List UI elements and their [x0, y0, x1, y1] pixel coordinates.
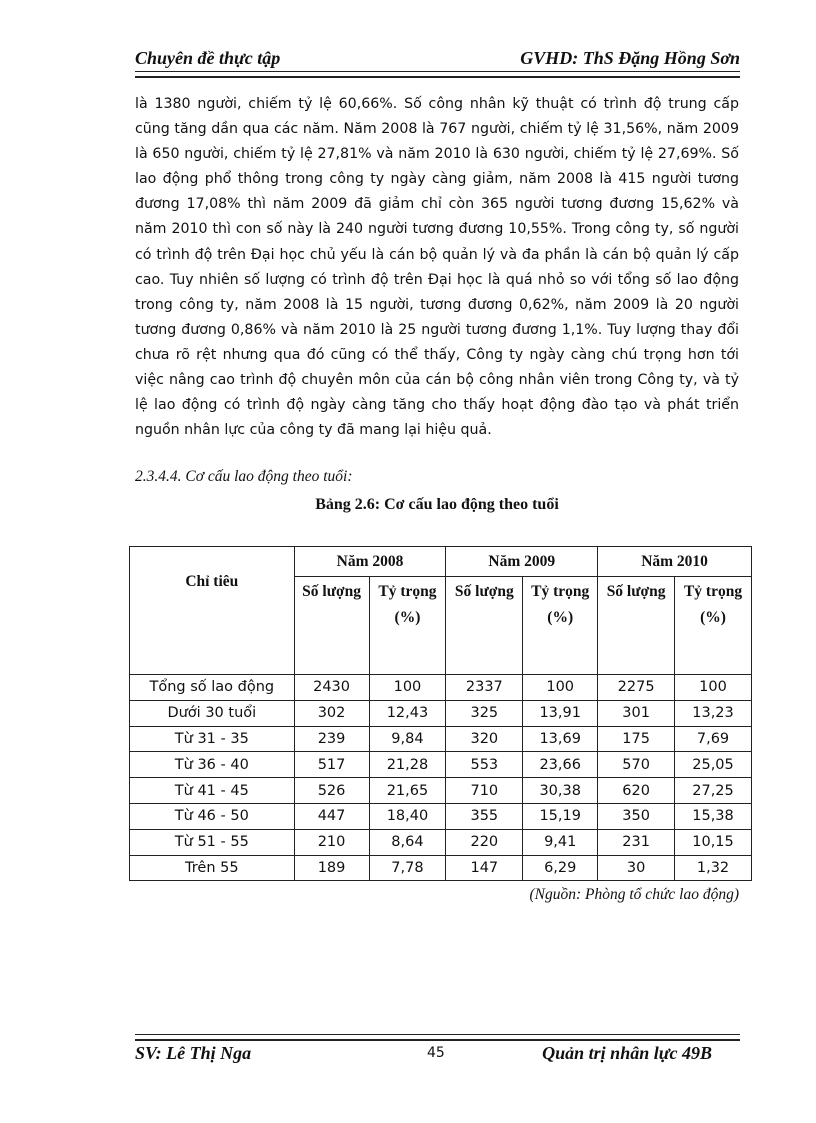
year-header: Năm 2009	[446, 547, 598, 577]
year-header: Năm 2008	[294, 547, 446, 577]
table-row	[130, 726, 752, 752]
quantity-cell: 570	[598, 752, 675, 778]
page-footer	[135, 1043, 740, 1067]
row-label: Từ 31 - 35	[130, 726, 295, 752]
table-row	[130, 778, 752, 804]
proportion-cell: 7,69	[675, 726, 752, 752]
year-header: Năm 2010	[598, 547, 752, 577]
quantity-cell: 517	[294, 752, 369, 778]
proportion-cell: 18,40	[369, 803, 446, 829]
quantity-cell: 189	[294, 855, 369, 881]
proportion-cell: 7,78	[369, 855, 446, 881]
quantity-cell: 175	[598, 726, 675, 752]
table-row	[130, 829, 752, 855]
proportion-cell: 1,32	[675, 855, 752, 881]
row-label: Từ 36 - 40	[130, 752, 295, 778]
proportion-cell: 13,91	[523, 700, 598, 726]
table-row	[130, 855, 752, 881]
quantity-cell: 350	[598, 803, 675, 829]
proportion-cell: 13,69	[523, 726, 598, 752]
row-label: Dưới 30 tuổi	[130, 700, 295, 726]
age-structure-table	[129, 546, 752, 881]
quantity-cell: 301	[598, 700, 675, 726]
header-rule	[135, 71, 740, 78]
proportion-cell: 30,38	[523, 778, 598, 804]
proportion-cell: 23,66	[523, 752, 598, 778]
quantity-cell: 220	[446, 829, 523, 855]
source-note: (Nguồn: Phòng tổ chức lao động)	[529, 886, 739, 903]
section-subheading: 2.3.4.4. Cơ cấu lao động theo tuổi:	[135, 468, 353, 485]
quantity-cell: 210	[294, 829, 369, 855]
quantity-header: Số lượng	[598, 577, 675, 675]
proportion-cell: 21,28	[369, 752, 446, 778]
footer-student: SV: Lê Thị Nga	[135, 1043, 252, 1063]
proportion-cell: 6,29	[523, 855, 598, 881]
row-label: Tổng số lao động	[130, 675, 295, 701]
proportion-cell: 8,64	[369, 829, 446, 855]
quantity-cell: 620	[598, 778, 675, 804]
table-caption: Bảng 2.6: Cơ cấu lao động theo tuổi	[315, 496, 559, 513]
proportion-cell: 100	[523, 675, 598, 701]
proportion-cell: 9,84	[369, 726, 446, 752]
proportion-cell: 12,43	[369, 700, 446, 726]
proportion-cell: 10,15	[675, 829, 752, 855]
quantity-cell: 302	[294, 700, 369, 726]
quantity-cell: 2337	[446, 675, 523, 701]
proportion-cell: 100	[675, 675, 752, 701]
proportion-header: Tỷ trọng (%)	[523, 577, 598, 675]
quantity-cell: 2275	[598, 675, 675, 701]
quantity-cell: 239	[294, 726, 369, 752]
proportion-cell: 15,38	[675, 803, 752, 829]
proportion-cell: 13,23	[675, 700, 752, 726]
row-label: Trên 55	[130, 855, 295, 881]
proportion-cell: 27,25	[675, 778, 752, 804]
proportion-header: Tỷ trọng (%)	[369, 577, 446, 675]
quantity-cell: 447	[294, 803, 369, 829]
quantity-header: Số lượng	[294, 577, 369, 675]
header-supervisor: GVHD: ThS Đặng Hồng Sơn	[520, 48, 740, 68]
row-label: Từ 41 - 45	[130, 778, 295, 804]
footer-major: Quản trị nhân lực 49B	[542, 1043, 712, 1063]
proportion-cell: 21,65	[369, 778, 446, 804]
page-header	[135, 48, 740, 72]
quantity-cell: 710	[446, 778, 523, 804]
footer-rule	[135, 1034, 740, 1041]
table-row	[130, 700, 752, 726]
quantity-cell: 553	[446, 752, 523, 778]
header-doc-title: Chuyên đề thực tập	[135, 48, 281, 68]
quantity-cell: 526	[294, 778, 369, 804]
quantity-cell: 2430	[294, 675, 369, 701]
row-label: Từ 46 - 50	[130, 803, 295, 829]
proportion-cell: 9,41	[523, 829, 598, 855]
proportion-cell: 25,05	[675, 752, 752, 778]
quantity-cell: 147	[446, 855, 523, 881]
row-label: Từ 51 - 55	[130, 829, 295, 855]
page-number: 45	[427, 1045, 445, 1061]
quantity-cell: 325	[446, 700, 523, 726]
quantity-cell: 320	[446, 726, 523, 752]
proportion-header: Tỷ trọng (%)	[675, 577, 752, 675]
quantity-cell: 231	[598, 829, 675, 855]
row-header-cell: Chỉ tiêu	[130, 547, 295, 675]
proportion-cell: 100	[369, 675, 446, 701]
quantity-cell: 30	[598, 855, 675, 881]
table-row	[130, 752, 752, 778]
table-row	[130, 675, 752, 701]
body-paragraph: là 1380 người, chiếm tỷ lệ 60,66%. Số công nhân kỹ thuật có trình độ trung cấp cũng tăng dần qua các năm. Năm 2008 là 767 người, chiếm tỷ lệ 31,56%, năm 2009 là 650 người, chiếm tỷ lệ 27,81% và năm 2010 là 630 người, chiếm tỷ lệ 27,69%. Số lao động phổ thông trong công ty ngày càng giảm, năm 2008 là 415 người tương đương 17,08% thì năm 2009 đã giảm chỉ còn 365 người tương đương 15,62% và năm 2010 thì con số này là 240 người tương đương 10,55%. Trong công ty, số người có trình độ trên Đại học chủ yếu là cán bộ quản lý và đa phần là cán bộ quản lý cấp cao. Tuy nhiên số lượng có trình độ trên Đại học là quá nhỏ so với tổng số lao động trong công ty, năm 2008 là 15 người, tương đương 0,62%, năm 2009 là 20 người tương đương 0,86% và năm 2010 là 25 người tương đương 1,1%. Tuy lượng thay đổi chưa rõ rệt nhưng qua đó cũng có thể thấy, Công ty ngày càng chú trọng hơn tới việc nâng cao trình độ chuyên môn của cán bộ công nhân viên trong Công ty, và tỷ lệ lao động có trình độ ngày càng tăng cho thấy hoạt động đào tạo và phát triển nguồn nhân lực của công ty đã mang lại hiệu quả.	[135, 96, 739, 439]
quantity-cell: 355	[446, 803, 523, 829]
table-row	[130, 803, 752, 829]
proportion-cell: 15,19	[523, 803, 598, 829]
quantity-header: Số lượng	[446, 577, 523, 675]
